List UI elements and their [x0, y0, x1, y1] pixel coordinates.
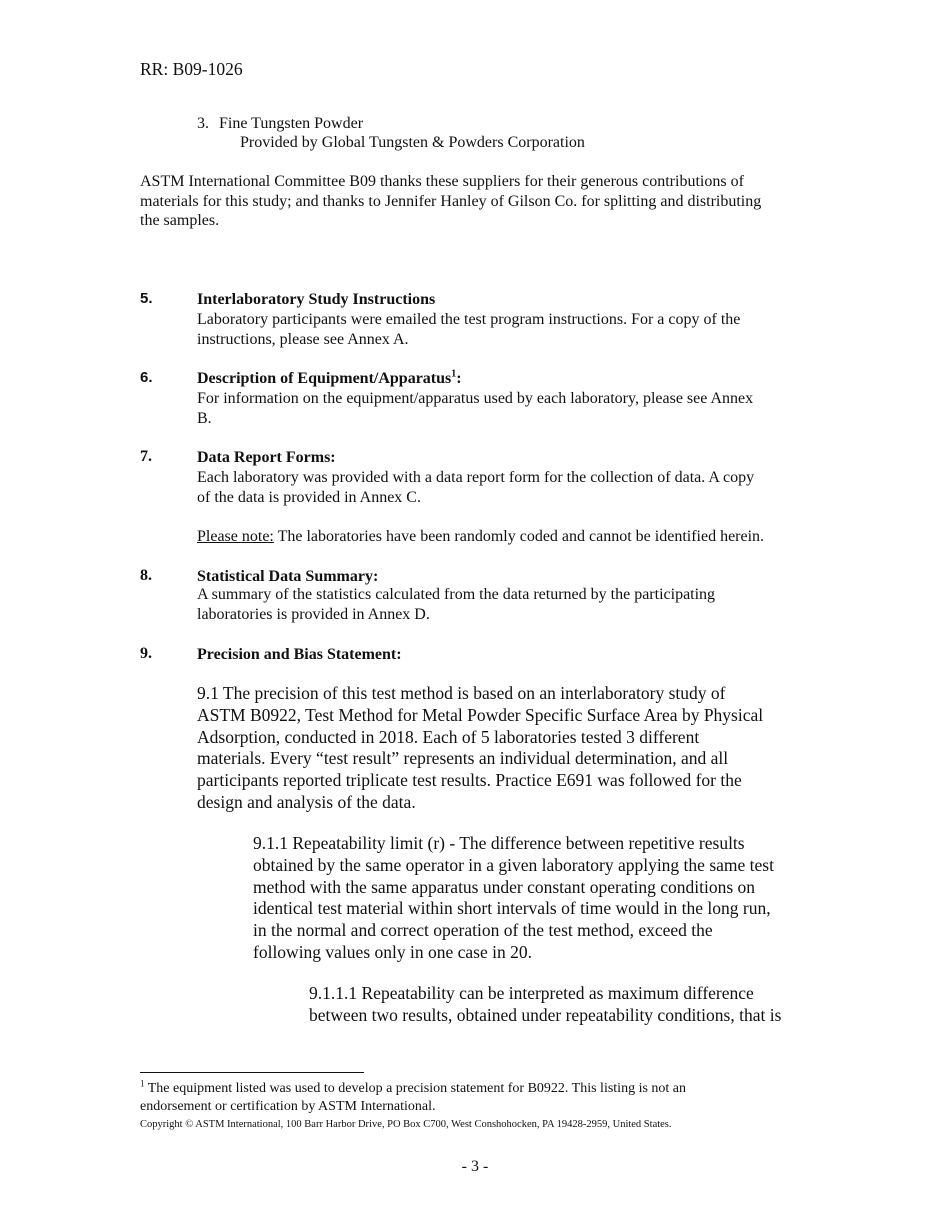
- text-line: method with the same apparatus under constant operating conditions on: [253, 876, 756, 897]
- text-line: materials for this study; and thanks to Jennifer Hanley of Gilson Co. for splitting and distributing: [140, 192, 762, 210]
- text-line: following values only in one case in 20.: [253, 941, 532, 962]
- paragraph-9-1-1: [253, 833, 843, 964]
- section-5-body: [197, 310, 837, 349]
- paragraph-9-1-1-1: [309, 983, 849, 1027]
- text-line: the samples.: [140, 212, 220, 229]
- text-line: participants reported triplicate test results. Practice E691 was followed for the: [197, 770, 742, 791]
- section-6-body: [197, 389, 837, 428]
- text-line: design and analysis of the data.: [197, 791, 416, 812]
- text-line: between two results, obtained under repeatability conditions, that is: [309, 1004, 782, 1025]
- footnote-reference: 1: [451, 368, 457, 380]
- text-line: materials. Every “test result” represents an individual determination, and all: [197, 748, 729, 769]
- section-8-number: 8.: [140, 567, 152, 584]
- section-9-title: Precision and Bias Statement:: [197, 646, 402, 663]
- section-6-title-text: Description of Equipment/Apparatus: [197, 370, 452, 387]
- text-line: instructions, please see Annex A.: [197, 330, 409, 348]
- text-line: For information on the equipment/apparatus used by each laboratory, please see Annex: [197, 390, 754, 407]
- materials-item-provider: Provided by Global Tungsten & Powders Corporation: [240, 134, 585, 151]
- text-line: Laboratory participants were emailed the test program instructions. For a copy of the: [197, 311, 741, 328]
- materials-item-number: 3.: [197, 115, 209, 132]
- section-6-title: [197, 369, 462, 389]
- section-7-note: [197, 527, 837, 547]
- footnote-line-1: [140, 1080, 840, 1098]
- text-line: identical test material within short intervals of time would in the long run,: [253, 898, 771, 919]
- text-line: Adsorption, conducted in 2018. Each of 5 laboratories tested 3 different: [197, 726, 700, 747]
- footnote: [140, 1080, 840, 1116]
- section-6-title-colon: :: [456, 370, 462, 387]
- text-line: laboratories is provided in Annex D.: [197, 605, 430, 623]
- materials-item-title: Fine Tungsten Powder: [219, 115, 364, 132]
- text-line: ASTM International Committee B09 thanks these suppliers for their generous contributions of: [140, 173, 744, 190]
- footnote-text: The equipment listed was used to develop a precision statement for B0922. This listing is not an: [144, 1081, 687, 1096]
- text-line: 9.1 The precision of this test method is based on an interlaboratory study of: [197, 683, 726, 703]
- note-text: The laboratories have been randomly coded and cannot be identified herein.: [273, 528, 765, 545]
- text-line: of the data is provided in Annex C.: [197, 488, 421, 506]
- text-line: 9.1.1.1 Repeatability can be interpreted as maximum difference: [309, 983, 754, 1003]
- text-line: Each laboratory was provided with a data report form for the collection of data. A copy: [197, 469, 755, 486]
- section-7-title: Data Report Forms:: [197, 449, 336, 466]
- text-line: ASTM B0922, Test Method for Metal Powder Specific Surface Area by Physical: [197, 704, 764, 725]
- section-5-number: 5.: [140, 290, 153, 307]
- report-id-header: RR: B09-1026: [140, 59, 243, 79]
- section-8-body: [197, 585, 837, 624]
- text-line: A summary of the statistics calculated from the data returned by the participating: [197, 586, 716, 603]
- section-7-body: [197, 468, 837, 507]
- section-7-number: 7.: [140, 448, 152, 465]
- paragraph-9-1: [197, 683, 837, 814]
- note-label: Please note:: [197, 528, 274, 545]
- section-9-number: 9.: [140, 645, 152, 662]
- text-line: 9.1.1 Repeatability limit (r) - The difference between repetitive results: [253, 833, 745, 853]
- text-line: B.: [197, 409, 212, 427]
- page-number: - 3 -: [461, 1158, 489, 1175]
- text-line: obtained by the same operator in a given laboratory applying the same test: [253, 854, 774, 875]
- text-line: in the normal and correct operation of the test method, exceed the: [253, 920, 713, 941]
- section-6-number: 6.: [140, 369, 153, 386]
- footnote-divider: [140, 1072, 364, 1073]
- footnote-mark: 1: [140, 1078, 145, 1089]
- section-5-title: Interlaboratory Study Instructions: [197, 291, 436, 308]
- section-8-title: Statistical Data Summary:: [197, 568, 379, 585]
- footnote-line-2: endorsement or certification by ASTM International.: [140, 1099, 436, 1114]
- copyright-line: Copyright © ASTM International, 100 Barr Harbor Drive, PO Box C700, West Conshohocken, PA 19428-2959, United States.: [140, 1119, 672, 1130]
- thanks-paragraph: [140, 172, 840, 231]
